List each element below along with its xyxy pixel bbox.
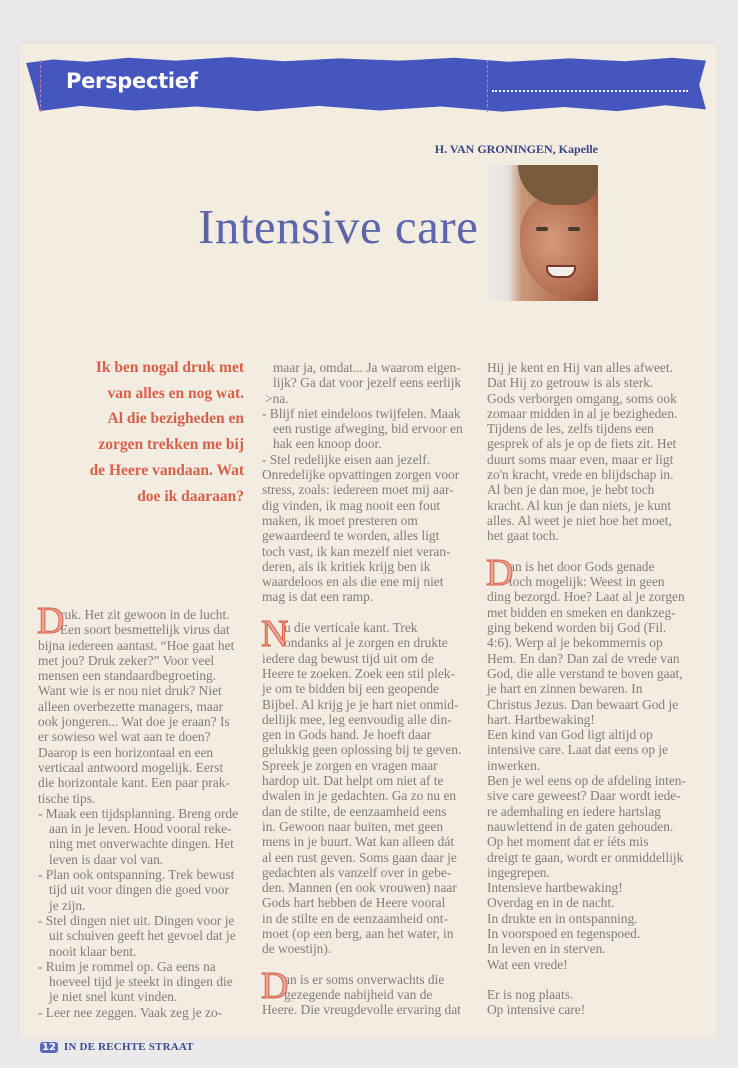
text-line: gezegende nabijheid van de	[284, 987, 433, 1003]
text-line: - Leer nee zeggen. Vaak zeg je zo-	[38, 1004, 223, 1020]
text-line: toch vast, ik kan mezelf niet veran-	[262, 543, 451, 559]
text-line: Bijbel. Al krijg je je hart niet onmid-	[262, 696, 459, 712]
text-line: - Stel dingen niet uit. Dingen voor je	[38, 912, 235, 928]
text-line: - Stel redelijke eisen aan jezelf.	[262, 451, 431, 467]
pull-quote-line: van alles en nog wat.	[107, 384, 244, 402]
text-line: den. Mannen (en ook vrouwen) naar	[262, 880, 457, 896]
text-line: je hart en zinnen bewaren. In	[487, 681, 643, 697]
text-line: in de stilte en de eenzaamheid ont-	[262, 910, 448, 926]
text-line: >na.	[265, 390, 289, 406]
banner-guide-line	[487, 60, 488, 112]
text-line: Spreek je zorgen en vragen maar	[262, 757, 438, 773]
drop-cap: D	[486, 551, 514, 594]
paragraph	[37, 600, 260, 1020]
text-line: Al ben je dan moe, je hebt toch	[487, 482, 655, 498]
text-line: moet (op een berg, aan het water, in	[262, 925, 454, 941]
text-line: gewaardeerd te worden, alles ligt	[262, 528, 440, 544]
text-line: die horizontale kant. Een paar prak-	[38, 775, 230, 791]
text-line: intensive care. Laat dat eens op je	[487, 742, 669, 758]
text-line: dreigt te gaan, wordt er onmiddellijk	[487, 849, 684, 865]
text-line: Overdag en in de nacht.	[487, 895, 615, 911]
text-line: je zijn.	[49, 897, 86, 913]
text-line: In drukte en in ontspanning.	[487, 910, 638, 926]
text-line: met bidden en smeken en dankzeg-	[487, 604, 676, 620]
text-line: Onredelijke opvattingen zorgen voor	[262, 467, 460, 483]
text-line: nooit klaar bent.	[49, 943, 137, 959]
text-line: kracht. Al kun je dan niets, je kunt	[487, 497, 672, 513]
text-line: Wat een vrede!	[487, 956, 568, 972]
text-line: je niet snel kunt vinden.	[49, 989, 178, 1005]
paragraph	[261, 613, 484, 957]
banner-dotted-rule	[492, 90, 688, 92]
text-line: deren, als ik kritiek krijg ben ik	[262, 558, 431, 574]
text-line: hak een knoop door.	[273, 436, 382, 452]
pull-quote-line: Ik ben nogal druk met	[95, 359, 244, 376]
text-line: ding bezorgd. Hoe? Laat al je zorgen	[487, 589, 685, 605]
text-line: re ademhaling en iedere hartslag	[487, 803, 661, 819]
text-line: tische tips.	[38, 790, 96, 806]
text-line: sive care geweest? Daar wordt iede-	[487, 788, 681, 804]
text-line: zomaar midden in al je bezigheden.	[487, 405, 678, 421]
page-footer	[40, 1041, 194, 1053]
text-line: Hem. En dan? Dan zal de vrede van	[487, 650, 680, 666]
text-line: an is er soms onverwachts die	[284, 971, 445, 987]
text-line: de woestijn).	[262, 941, 332, 957]
author-byline: H. VAN GRONINGEN, Kapelle	[434, 142, 598, 156]
text-line: uit schuiven geeft het gevoel dat je	[49, 928, 236, 944]
text-line: ging bekend worden bij God (Fil.	[487, 620, 667, 636]
text-line: stress, zoals: iedereen moet mij aar-	[262, 482, 454, 498]
text-line: hart. Hartbewaking!	[487, 711, 595, 727]
text-line: duurt soms maar even, maar er ligt	[487, 451, 674, 467]
magazine-name: IN DE RECHTE STRAAT	[63, 1041, 194, 1053]
text-line: Gods verborgen omgang, soms ook	[487, 390, 677, 406]
paragraph	[487, 360, 709, 544]
text-line: In voorspoed en tegenspoed.	[487, 925, 641, 941]
text-line: Een kind van God ligt altijd op	[487, 727, 653, 743]
pull-quote-line: zorgen trekken me bij	[98, 436, 244, 454]
article-title: Intensive care	[198, 199, 479, 254]
text-line: Een soort besmettelijk virus dat	[60, 622, 230, 638]
text-line: hoeveel tijd je steekt in dingen die	[49, 974, 233, 990]
text-line: - Ruim je rommel op. Ga eens na	[38, 958, 216, 974]
text-line: er sowieso wel wat aan te doen?	[38, 729, 211, 745]
text-line: mag is dat een ramp.	[262, 589, 374, 605]
text-line: tijd uit voor dingen die goed voor	[49, 882, 230, 898]
text-line: leven is daar vol van.	[49, 851, 164, 867]
text-line: gedachten als vanzelf over in gebe-	[262, 864, 452, 880]
text-line: Ben je wel eens op de afdeling inten-	[487, 773, 686, 789]
text-line: waardeloos en als die ene mij niet	[262, 574, 444, 590]
text-line: bijna iedereen aantast. “Hoe gaat het	[38, 637, 235, 653]
text-line: In leven en in sterven.	[487, 941, 606, 957]
text-line: al een rust geven. Soms gaan daar je	[262, 849, 457, 865]
text-line: gen in Gods hand. Je hoeft daar	[262, 727, 432, 743]
text-line: dan de stilte, de eenzaamheid eens	[262, 803, 447, 819]
author-photo	[488, 165, 598, 301]
text-line: ondanks al je zorgen en drukte	[284, 635, 448, 651]
pull-quote-line: doe ik daaraan?	[137, 487, 244, 505]
text-line: maar ja, omdat... Ja waarom eigen-	[273, 360, 461, 375]
text-line: lijk? Ga dat voor jezelf eens eerlijk	[273, 375, 462, 391]
text-line: het gaat toch.	[487, 528, 559, 544]
text-line: je om te bidden bij een geopende	[262, 681, 439, 697]
text-line: Christus Jezus. Dan bewaart God je	[487, 696, 679, 712]
pull-quote-line: Al die bezigheden en	[107, 410, 244, 428]
text-line: ning met onverwachte dingen. Het	[49, 836, 234, 852]
text-line: Intensieve hartbewaking!	[487, 880, 623, 896]
text-line: mens in je buurt. Wat kan alleen dát	[262, 834, 455, 850]
text-line: Daarop is een horizontaal en een	[38, 744, 214, 760]
drop-cap: N	[261, 613, 289, 656]
text-line: gelukkig geen oplossing bij te geven.	[262, 742, 462, 758]
text-line: dig vinden, ik mag nooit een fout	[262, 497, 441, 513]
text-line: zo'n kracht, vrede en blijdschap in.	[487, 467, 674, 483]
text-line: alleen overbezette managers, maar	[38, 698, 224, 714]
page-number: 12	[42, 1041, 56, 1053]
text-column-2	[262, 360, 484, 1018]
text-line: Heere. Die vreugdevolle ervaring dat	[262, 1002, 461, 1018]
text-line: Heere te zoeken. Zoek een stil plek-	[262, 665, 455, 681]
text-line: ook jongeren... Wat doe je eraan? Is	[38, 714, 230, 730]
pull-quote	[60, 355, 244, 509]
banner-guide-line	[40, 60, 41, 112]
text-line: iedere dag bewust tijd uit om de	[262, 650, 434, 666]
text-line: een rustige afweging, bid ervoor en	[273, 421, 463, 437]
text-line: - Plan ook ontspanning. Trek bewust	[38, 867, 235, 883]
text-line: - Blijf niet eindeloos twijfelen. Maak	[262, 405, 461, 421]
text-column-1	[37, 600, 260, 1020]
pull-quote-line: de Heere vandaan. Wat	[89, 461, 244, 479]
text-line: dellijk mee, leg eenvoudig alle din-	[262, 711, 452, 727]
text-line: Op het moment dat er íéts mis	[487, 834, 649, 850]
text-line: alles. Al weet je niet hoe het moet,	[487, 512, 672, 528]
text-line: Op intensive care!	[487, 1002, 586, 1018]
paragraph	[262, 360, 484, 605]
text-line: hardop uit. Dat helpt om niet af te	[262, 773, 444, 789]
text-line: inwerken.	[487, 757, 541, 773]
text-line: ruk. Het zit gewoon in de lucht.	[60, 607, 230, 622]
text-line: maken, ik moet presteren om	[262, 512, 418, 528]
text-line: gesprek of als je op de fiets zit. Het	[487, 436, 677, 452]
text-line: mensen een standaardbegroeting.	[38, 668, 217, 684]
drop-cap: D	[261, 964, 289, 1007]
text-line: Er is nog plaats.	[487, 987, 574, 1003]
text-line: Want wie is er nou niet druk? Niet	[38, 683, 222, 699]
text-line: dwalen in je gedachten. Ga zo nu en	[262, 788, 457, 804]
text-column-3	[487, 360, 709, 1018]
text-line: aan in je leven. Houd vooral reke-	[49, 821, 232, 837]
paragraph	[486, 551, 709, 972]
drop-cap: D	[37, 600, 65, 642]
text-line: u die verticale kant. Trek	[284, 620, 418, 636]
paragraph	[261, 964, 484, 1018]
text-line: nauwlettend in de gaten gehouden.	[487, 818, 674, 834]
text-line: met jou? Druk zeker?” Voor veel	[38, 652, 215, 668]
text-line: Hij je kent en Hij van alles afweet.	[487, 360, 673, 375]
text-line: toch mogelijk: Weest in geen	[509, 574, 665, 590]
section-title: Perspectief	[66, 69, 198, 93]
text-line: Gods hart hebben de Heere vooral	[262, 895, 446, 911]
text-line: ingegrepen.	[487, 864, 550, 880]
text-line: 4:6). Werp al je bekommernis op	[487, 635, 663, 651]
text-line: - Maak een tijdsplanning. Breng orde	[38, 805, 239, 821]
text-line: Tijdens de les, zelfs tijdens een	[487, 421, 654, 437]
text-line: verticaal antwoord mogelijk. Eerst	[38, 759, 224, 775]
text-line: in. Gewoon naar buiten, met geen	[262, 818, 444, 834]
text-line: an is het door Gods genade	[509, 558, 655, 574]
paragraph	[487, 987, 709, 1018]
text-line: Dat Hij zo getrouw is als sterk.	[487, 375, 654, 391]
text-line: God, die alle verstand te boven gaat,	[487, 665, 683, 681]
